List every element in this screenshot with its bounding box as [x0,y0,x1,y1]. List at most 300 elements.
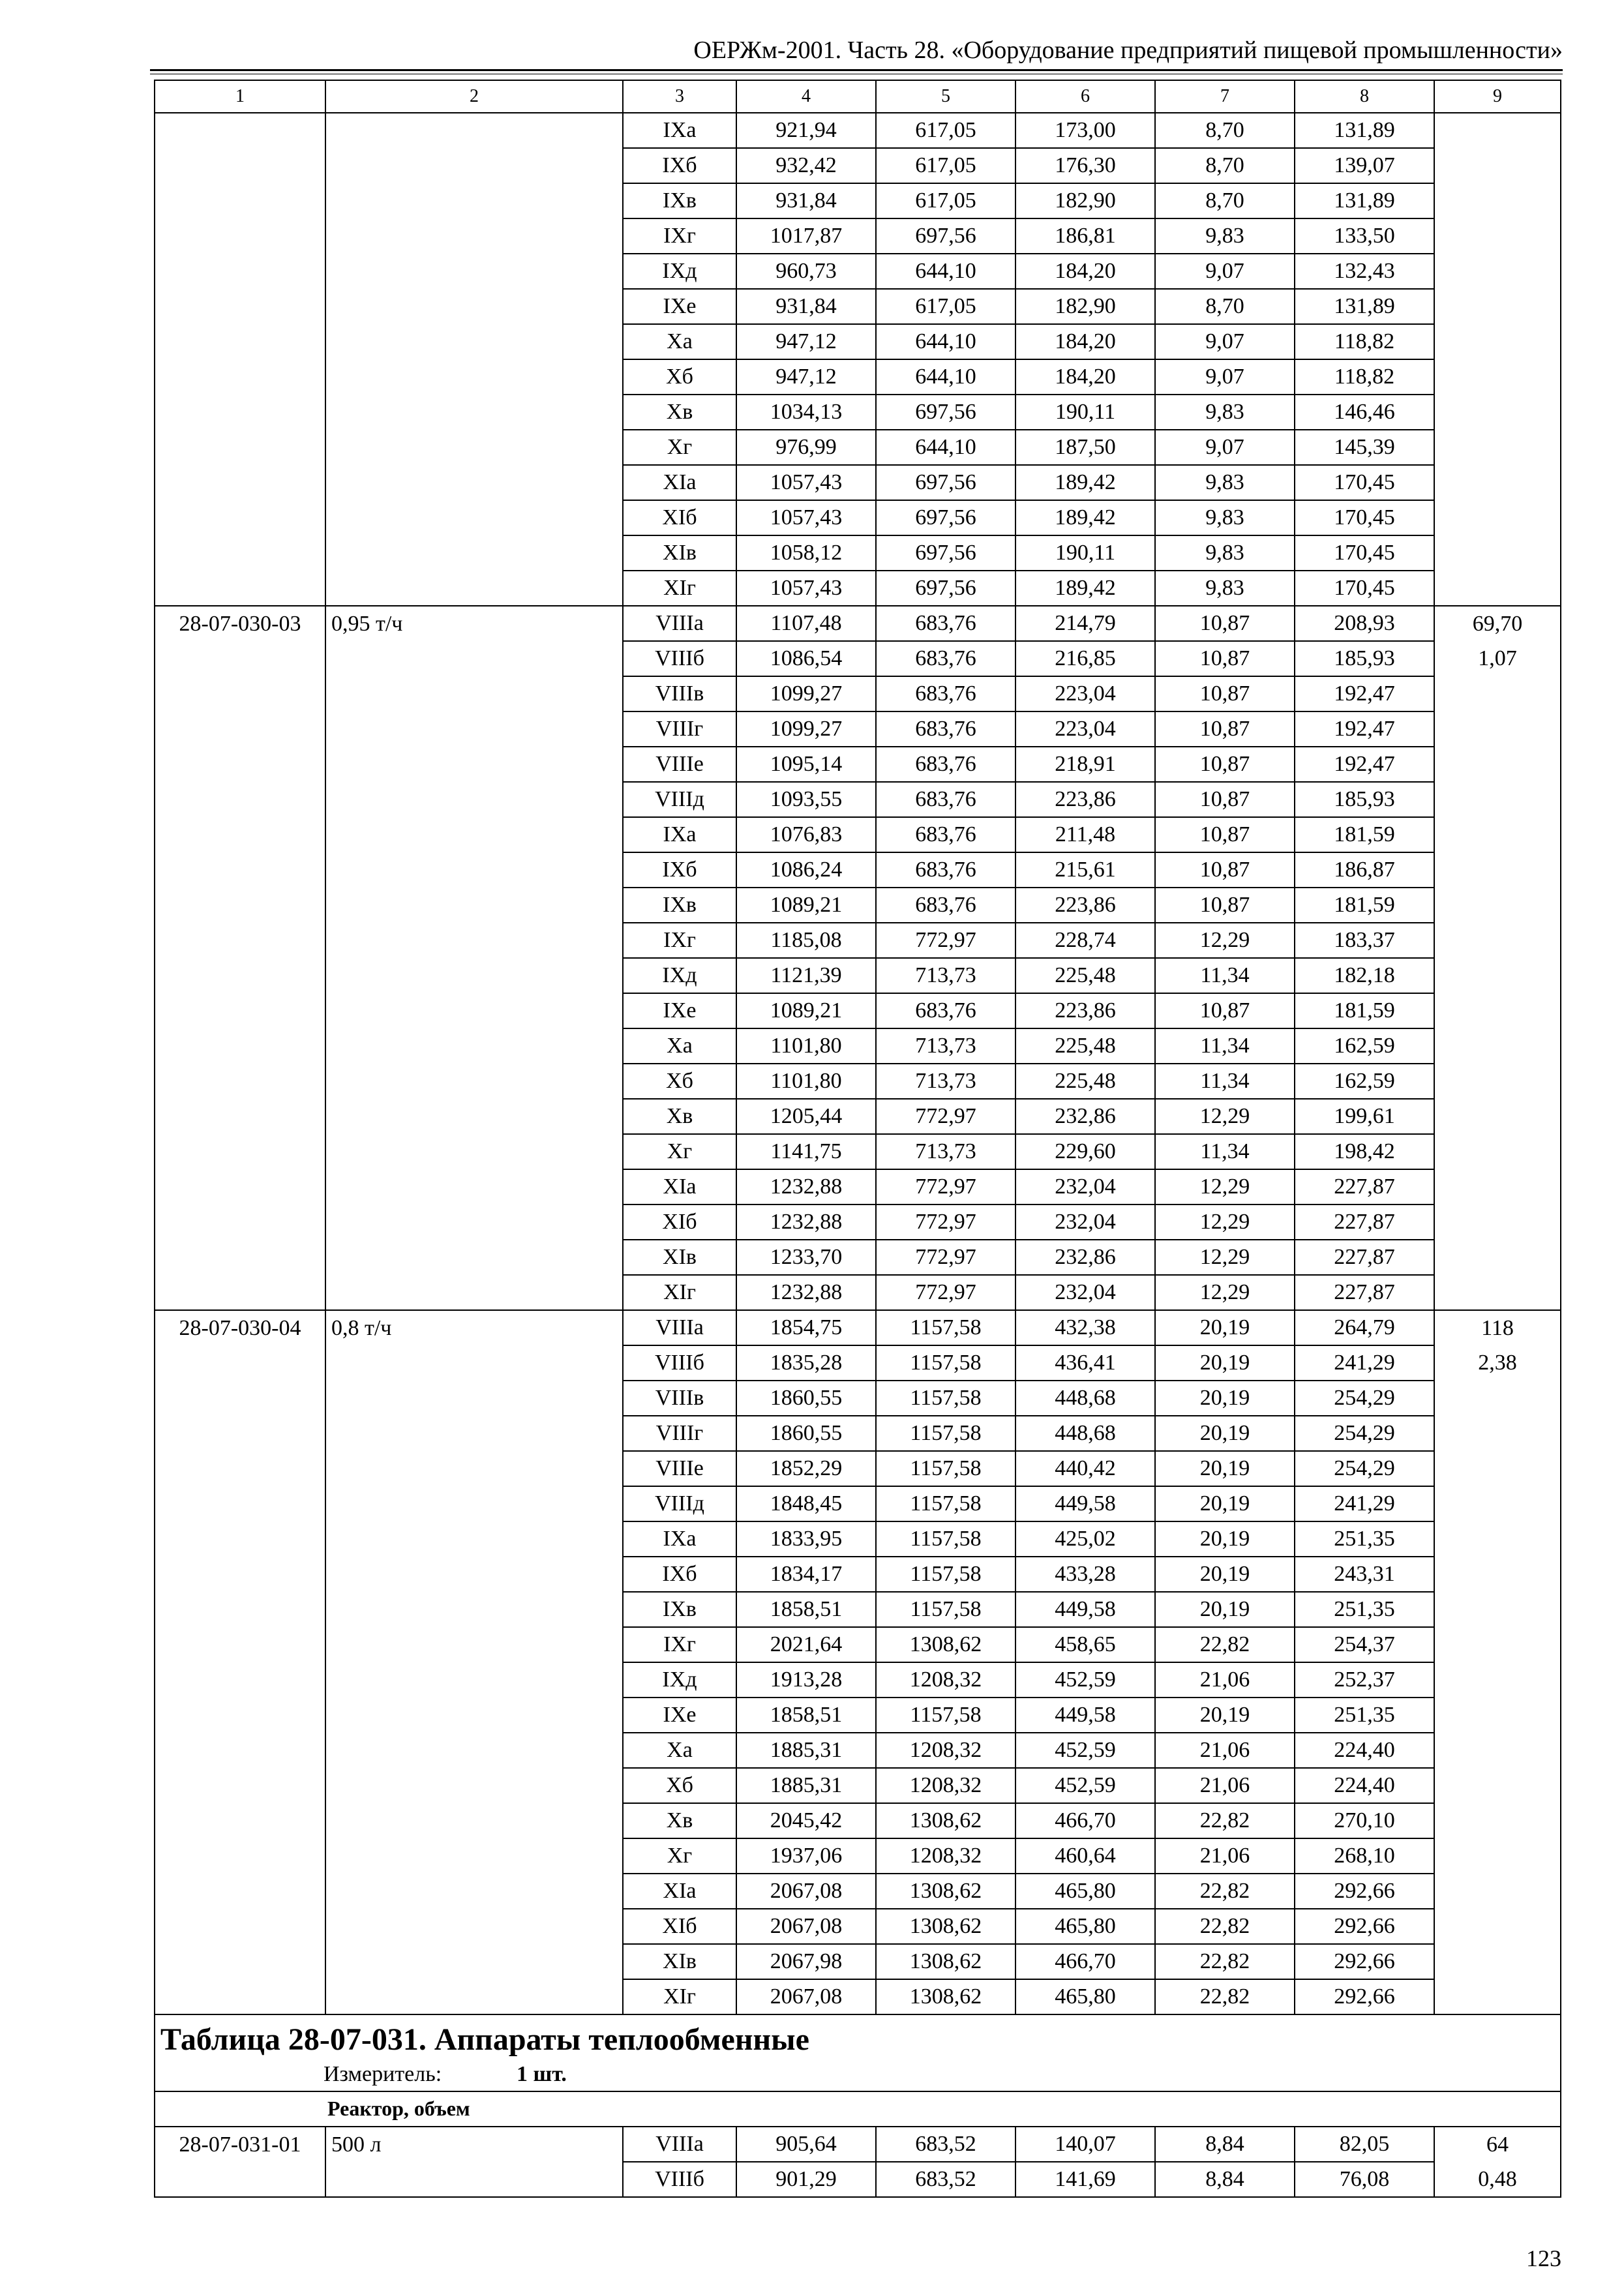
value-cell: 931,84 [736,183,876,218]
value-cell: 118,82 [1295,324,1434,359]
zone-cell: XIб [623,1204,736,1240]
value-cell: 223,86 [1015,888,1155,923]
value-cell: 617,05 [876,148,1015,183]
value-cell: 644,10 [876,359,1015,395]
value-cell: 713,73 [876,958,1015,993]
mass-value: 2,38 [1478,1351,1517,1375]
value-cell: 1232,88 [736,1204,876,1240]
value-cell: 1101,80 [736,1028,876,1064]
value-cell: 140,07 [1015,2127,1155,2162]
value-cell: 1937,06 [736,1838,876,1874]
value-cell: 697,56 [876,218,1015,254]
value-cell: 432,38 [1015,1310,1155,1345]
table-row [155,113,1561,148]
value-cell: 1141,75 [736,1134,876,1169]
value-cell: 452,59 [1015,1662,1155,1698]
value-cell: 1833,95 [736,1521,876,1557]
value-cell: 697,56 [876,500,1015,535]
mass-value: 64 [1486,2132,1509,2157]
value-cell: 12,29 [1155,1099,1295,1134]
value-cell: 1157,58 [876,1345,1015,1381]
column-number-cell: 3 [623,80,736,113]
value-cell: 132,43 [1295,254,1434,289]
value-cell: 254,29 [1295,1451,1434,1486]
value-cell: 465,80 [1015,1909,1155,1944]
value-cell: 1157,58 [876,1698,1015,1733]
section-heading: Реактор, объем [155,2091,1561,2127]
value-cell: 465,80 [1015,1979,1155,2014]
value-cell: 1852,29 [736,1451,876,1486]
value-cell: 252,37 [1295,1662,1434,1698]
value-cell: 76,08 [1295,2162,1434,2197]
value-cell: 251,35 [1295,1521,1434,1557]
value-cell: 12,29 [1155,1169,1295,1204]
zone-cell: IXг [623,218,736,254]
zone-cell: IXд [623,254,736,289]
mass-value: 118 [1481,1316,1514,1340]
value-cell: 192,47 [1295,676,1434,711]
value-cell: 185,93 [1295,782,1434,817]
value-cell: 683,52 [876,2127,1015,2162]
value-cell: 182,18 [1295,958,1434,993]
value-cell: 21,06 [1155,1733,1295,1768]
value-cell: 683,76 [876,747,1015,782]
zone-cell: VIIIб [623,641,736,676]
parameter-cell [325,113,623,606]
value-cell: 772,97 [876,923,1015,958]
value-cell: 228,74 [1015,923,1155,958]
value-cell: 20,19 [1155,1345,1295,1381]
zone-cell: VIIIа [623,2127,736,2162]
value-cell: 1093,55 [736,782,876,817]
value-cell: 683,52 [876,2162,1015,2197]
zone-cell: IXа [623,113,736,148]
measure-value: 1 шт. [517,2062,567,2087]
value-cell: 11,34 [1155,1028,1295,1064]
value-cell: 11,34 [1155,1134,1295,1169]
zone-cell: VIIIв [623,676,736,711]
value-cell: 216,85 [1015,641,1155,676]
value-cell: 141,69 [1015,2162,1155,2197]
zone-cell: VIIIд [623,1486,736,1521]
measure-label: Измеритель: [323,2062,442,2087]
zone-cell: Xа [623,1733,736,1768]
value-cell: 683,76 [876,676,1015,711]
mass-cell [1434,1310,1561,2014]
value-cell: 227,87 [1295,1275,1434,1310]
section-heading-row [155,2091,1561,2127]
value-cell: 215,61 [1015,852,1155,888]
value-cell: 20,19 [1155,1416,1295,1451]
value-cell: 22,82 [1155,1909,1295,1944]
value-cell: 1858,51 [736,1592,876,1627]
table-row [155,606,1561,641]
value-cell: 772,97 [876,1099,1015,1134]
zone-cell: Xг [623,430,736,465]
zone-cell: VIIIв [623,1381,736,1416]
zone-cell: XIа [623,465,736,500]
zone-cell: IXе [623,289,736,324]
value-cell: 12,29 [1155,923,1295,958]
value-cell: 10,87 [1155,676,1295,711]
zone-cell: VIIIб [623,1345,736,1381]
value-cell: 192,47 [1295,711,1434,747]
table-body [155,80,1561,2197]
zone-cell: VIIIг [623,1416,736,1451]
value-cell: 184,20 [1015,324,1155,359]
value-cell: 192,47 [1295,747,1434,782]
value-cell: 189,42 [1015,500,1155,535]
value-cell: 1076,83 [736,817,876,852]
value-cell: 181,59 [1295,817,1434,852]
zone-cell: Xг [623,1134,736,1169]
zone-cell: VIIIг [623,711,736,747]
value-cell: 772,97 [876,1240,1015,1275]
parameter-cell: 0,95 т/ч [325,606,623,1310]
value-cell: 1208,32 [876,1662,1015,1698]
value-cell: 10,87 [1155,747,1295,782]
zone-cell: Xа [623,324,736,359]
header-rule-thick [150,69,1563,71]
value-cell: 1057,43 [736,500,876,535]
zone-cell: XIа [623,1874,736,1909]
value-cell: 223,04 [1015,711,1155,747]
value-cell: 2067,08 [736,1874,876,1909]
value-cell: 2067,08 [736,1979,876,2014]
value-cell: 683,76 [876,888,1015,923]
table-row [155,1310,1561,1345]
value-cell: 697,56 [876,395,1015,430]
value-cell: 189,42 [1015,465,1155,500]
mass-value: 0,48 [1478,2167,1517,2191]
value-cell: 185,93 [1295,641,1434,676]
value-cell: 10,87 [1155,782,1295,817]
zone-cell: XIг [623,1979,736,2014]
value-cell: 10,87 [1155,641,1295,676]
column-number-row [155,80,1561,113]
value-cell: 617,05 [876,113,1015,148]
column-number-cell: 7 [1155,80,1295,113]
value-cell: 683,76 [876,852,1015,888]
column-number-cell: 8 [1295,80,1434,113]
zone-cell: IXг [623,1627,736,1662]
zone-cell: XIб [623,1909,736,1944]
value-cell: 683,76 [876,711,1015,747]
value-cell: 1208,32 [876,1733,1015,1768]
value-cell: 199,61 [1295,1099,1434,1134]
value-cell: 617,05 [876,289,1015,324]
price-table [154,80,1561,2198]
value-cell: 254,29 [1295,1381,1434,1416]
zone-cell: IXв [623,888,736,923]
value-cell: 9,83 [1155,500,1295,535]
table-title: Таблица 28-07-031. Аппараты теплообменные [160,2022,809,2057]
value-cell: 901,29 [736,2162,876,2197]
value-cell: 241,29 [1295,1486,1434,1521]
zone-cell: Xг [623,1838,736,1874]
value-cell: 208,93 [1295,606,1434,641]
mass-cell [1434,113,1561,606]
value-cell: 223,86 [1015,782,1155,817]
value-cell: 214,79 [1015,606,1155,641]
value-cell: 133,50 [1295,218,1434,254]
value-cell: 931,84 [736,289,876,324]
value-cell: 8,70 [1155,183,1295,218]
value-cell: 960,73 [736,254,876,289]
value-cell: 20,19 [1155,1592,1295,1627]
zone-cell: IXб [623,852,736,888]
value-cell: 254,29 [1295,1416,1434,1451]
value-cell: 21,06 [1155,1662,1295,1698]
value-cell: 182,90 [1015,183,1155,218]
mass-cell [1434,2127,1561,2197]
value-cell: 683,76 [876,606,1015,641]
value-cell: 1308,62 [876,1944,1015,1979]
value-cell: 452,59 [1015,1768,1155,1803]
zone-cell: IXв [623,183,736,218]
value-cell: 186,81 [1015,218,1155,254]
value-cell: 232,04 [1015,1204,1155,1240]
value-cell: 254,37 [1295,1627,1434,1662]
value-cell: 22,82 [1155,1627,1295,1662]
value-cell: 82,05 [1295,2127,1434,2162]
value-cell: 211,48 [1015,817,1155,852]
value-cell: 20,19 [1155,1310,1295,1345]
zone-cell: VIIIб [623,2162,736,2197]
value-cell: 292,66 [1295,1874,1434,1909]
value-cell: 232,04 [1015,1169,1155,1204]
value-cell: 176,30 [1015,148,1155,183]
value-cell: 241,29 [1295,1345,1434,1381]
value-cell: 772,97 [876,1204,1015,1240]
value-cell: 162,59 [1295,1028,1434,1064]
value-cell: 449,58 [1015,1486,1155,1521]
value-cell: 1232,88 [736,1169,876,1204]
value-cell: 268,10 [1295,1838,1434,1874]
value-cell: 8,70 [1155,148,1295,183]
column-number-cell: 2 [325,80,623,113]
value-cell: 223,04 [1015,676,1155,711]
value-cell: 1835,28 [736,1345,876,1381]
running-header: ОЕРЖм-2001. Часть 28. «Оборудование предприятий пищевой промышленности» [693,37,1563,64]
value-cell: 181,59 [1295,888,1434,923]
value-cell: 170,45 [1295,535,1434,571]
zone-cell: XIа [623,1169,736,1204]
value-cell: 11,34 [1155,958,1295,993]
value-cell: 449,58 [1015,1698,1155,1733]
mass-cell [1434,606,1561,1310]
value-cell: 1086,24 [736,852,876,888]
zone-cell: IXб [623,1557,736,1592]
value-cell: 10,87 [1155,888,1295,923]
value-cell: 251,35 [1295,1698,1434,1733]
value-cell: 181,59 [1295,993,1434,1028]
value-cell: 232,04 [1015,1275,1155,1310]
value-cell: 183,37 [1295,923,1434,958]
value-cell: 1086,54 [736,641,876,676]
value-cell: 9,83 [1155,465,1295,500]
zone-cell: Xб [623,1064,736,1099]
value-cell: 644,10 [876,254,1015,289]
value-cell: 1157,58 [876,1416,1015,1451]
value-cell: 772,97 [876,1169,1015,1204]
page-number: 123 [1526,2245,1561,2271]
value-cell: 186,87 [1295,852,1434,888]
value-cell: 697,56 [876,571,1015,606]
value-cell: 20,19 [1155,1521,1295,1557]
value-cell: 8,70 [1155,289,1295,324]
value-cell: 182,90 [1015,289,1155,324]
value-cell: 224,40 [1295,1733,1434,1768]
value-cell: 1057,43 [736,465,876,500]
value-cell: 683,76 [876,641,1015,676]
value-cell: 947,12 [736,359,876,395]
value-cell: 22,82 [1155,1874,1295,1909]
value-cell: 190,11 [1015,395,1155,430]
rate-code-cell [155,113,325,606]
value-cell: 976,99 [736,430,876,465]
value-cell: 1885,31 [736,1733,876,1768]
value-cell: 10,87 [1155,817,1295,852]
value-cell: 1157,58 [876,1381,1015,1416]
value-cell: 224,40 [1295,1768,1434,1803]
column-number-cell: 5 [876,80,1015,113]
value-cell: 1057,43 [736,571,876,606]
value-cell: 173,00 [1015,113,1155,148]
value-cell: 232,86 [1015,1099,1155,1134]
value-cell: 1157,58 [876,1451,1015,1486]
value-cell: 170,45 [1295,571,1434,606]
value-cell: 251,35 [1295,1592,1434,1627]
value-cell: 187,50 [1015,430,1155,465]
zone-cell: Xв [623,1099,736,1134]
value-cell: 1308,62 [876,1874,1015,1909]
value-cell: 189,42 [1015,571,1155,606]
column-number-cell: 9 [1434,80,1561,113]
value-cell: 9,07 [1155,359,1295,395]
measure-line [323,2061,1560,2087]
value-cell: 20,19 [1155,1557,1295,1592]
value-cell: 12,29 [1155,1240,1295,1275]
zone-cell: IXб [623,148,736,183]
value-cell: 225,48 [1015,958,1155,993]
zone-cell: IXа [623,1521,736,1557]
value-cell: 448,68 [1015,1416,1155,1451]
value-cell: 448,68 [1015,1381,1155,1416]
value-cell: 644,10 [876,430,1015,465]
value-cell: 270,10 [1295,1803,1434,1838]
value-cell: 1308,62 [876,1627,1015,1662]
value-cell: 9,83 [1155,218,1295,254]
value-cell: 932,42 [736,148,876,183]
value-cell: 8,84 [1155,2127,1295,2162]
value-cell: 10,87 [1155,852,1295,888]
value-cell: 1099,27 [736,711,876,747]
value-cell: 184,20 [1015,254,1155,289]
value-cell: 644,10 [876,324,1015,359]
value-cell: 1157,58 [876,1310,1015,1345]
value-cell: 21,06 [1155,1768,1295,1803]
value-cell: 1308,62 [876,1979,1015,2014]
table-row [155,2127,1561,2162]
value-cell: 1157,58 [876,1592,1015,1627]
value-cell: 433,28 [1015,1557,1155,1592]
value-cell: 227,87 [1295,1204,1434,1240]
value-cell: 10,87 [1155,993,1295,1028]
value-cell: 9,07 [1155,324,1295,359]
value-cell: 146,46 [1295,395,1434,430]
value-cell: 292,66 [1295,1909,1434,1944]
table-title-row [155,2014,1561,2091]
zone-cell: XIб [623,500,736,535]
mass-value: 69,70 [1472,612,1523,636]
value-cell: 683,76 [876,817,1015,852]
value-cell: 617,05 [876,183,1015,218]
value-cell: 436,41 [1015,1345,1155,1381]
value-cell: 1089,21 [736,888,876,923]
value-cell: 697,56 [876,535,1015,571]
value-cell: 8,70 [1155,113,1295,148]
value-cell: 11,34 [1155,1064,1295,1099]
value-cell: 425,02 [1015,1521,1155,1557]
zone-cell: Xв [623,1803,736,1838]
value-cell: 1157,58 [876,1557,1015,1592]
value-cell: 145,39 [1295,430,1434,465]
value-cell: 1232,88 [736,1275,876,1310]
value-cell: 1017,87 [736,218,876,254]
parameter-cell: 500 л [325,2127,623,2197]
value-cell: 170,45 [1295,500,1434,535]
value-cell: 243,31 [1295,1557,1434,1592]
value-cell: 9,83 [1155,571,1295,606]
value-cell: 1848,45 [736,1486,876,1521]
value-cell: 1308,62 [876,1909,1015,1944]
value-cell: 20,19 [1155,1451,1295,1486]
zone-cell: Xб [623,359,736,395]
value-cell: 713,73 [876,1028,1015,1064]
zone-cell: Xб [623,1768,736,1803]
parameter-cell: 0,8 т/ч [325,1310,623,2014]
value-cell: 198,42 [1295,1134,1434,1169]
value-cell: 2021,64 [736,1627,876,1662]
value-cell: 1107,48 [736,606,876,641]
value-cell: 20,19 [1155,1698,1295,1733]
value-cell: 1095,14 [736,747,876,782]
value-cell: 225,48 [1015,1028,1155,1064]
value-cell: 1205,44 [736,1099,876,1134]
value-cell: 1034,13 [736,395,876,430]
zone-cell: Xа [623,1028,736,1064]
zone-cell: XIв [623,1240,736,1275]
zone-cell: XIг [623,1275,736,1310]
value-cell: 466,70 [1015,1803,1155,1838]
value-cell: 223,86 [1015,993,1155,1028]
value-cell: 118,82 [1295,359,1434,395]
zone-cell: VIIIе [623,747,736,782]
value-cell: 1913,28 [736,1662,876,1698]
value-cell: 190,11 [1015,535,1155,571]
value-cell: 683,76 [876,782,1015,817]
value-cell: 947,12 [736,324,876,359]
value-cell: 2045,42 [736,1803,876,1838]
value-cell: 21,06 [1155,1838,1295,1874]
value-cell: 921,94 [736,113,876,148]
value-cell: 9,83 [1155,535,1295,571]
value-cell: 1121,39 [736,958,876,993]
value-cell: 20,19 [1155,1486,1295,1521]
value-cell: 139,07 [1295,148,1434,183]
value-cell: 232,86 [1015,1240,1155,1275]
